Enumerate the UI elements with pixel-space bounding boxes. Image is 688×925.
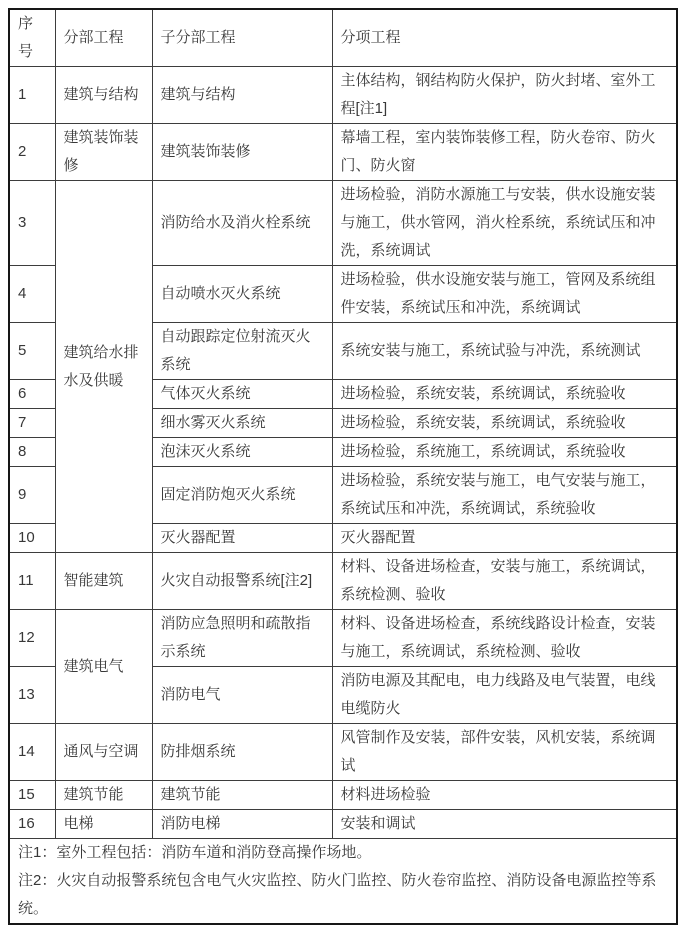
cell-no: 3	[9, 181, 55, 266]
cell-items: 风管制作及安装，部件安装，风机安装，系统调试	[332, 724, 677, 781]
cell-subdivision: 建筑节能	[152, 781, 332, 810]
cell-no: 9	[9, 467, 55, 524]
header-no: 序号	[9, 9, 55, 67]
cell-items: 材料进场检验	[332, 781, 677, 810]
cell-subdivision: 细水雾灭火系统	[152, 409, 332, 438]
cell-subdivision: 固定消防炮灭火系统	[152, 467, 332, 524]
cell-subdivision: 消防电气	[152, 667, 332, 724]
cell-items: 材料、设备进场检查，系统线路设计检查，安装与施工，系统调试，系统检测、验收	[332, 610, 677, 667]
cell-no: 11	[9, 553, 55, 610]
cell-division: 建筑节能	[55, 781, 152, 810]
notes-row	[9, 839, 677, 925]
cell-subdivision: 泡沫灭火系统	[152, 438, 332, 467]
cell-no: 1	[9, 67, 55, 124]
cell-no: 6	[9, 380, 55, 409]
cell-items: 进场检验，系统安装与施工，电气安装与施工，系统试压和冲洗，系统调试，系统验收	[332, 467, 677, 524]
cell-division: 智能建筑	[55, 553, 152, 610]
table-notes	[9, 839, 677, 925]
cell-subdivision: 消防电梯	[152, 810, 332, 839]
cell-subdivision: 自动跟踪定位射流灭火系统	[152, 323, 332, 380]
cell-subdivision: 防排烟系统	[152, 724, 332, 781]
table-row	[9, 810, 677, 839]
cell-no: 2	[9, 124, 55, 181]
cell-division: 建筑装饰装修	[55, 124, 152, 181]
cell-items: 进场检验，系统安装，系统调试，系统验收	[332, 380, 677, 409]
cell-items: 主体结构，钢结构防火保护，防火封堵、室外工程[注1]	[332, 67, 677, 124]
cell-division-merged: 建筑电气	[55, 610, 152, 724]
cell-items: 系统安装与施工，系统试验与冲洗，系统测试	[332, 323, 677, 380]
table-row	[9, 724, 677, 781]
cell-items: 进场检验，系统施工，系统调试，系统验收	[332, 438, 677, 467]
fire-protection-subdivision-table	[8, 8, 678, 925]
cell-items: 材料、设备进场检查，安装与施工，系统调试，系统检测、验收	[332, 553, 677, 610]
table-row	[9, 781, 677, 810]
cell-no: 10	[9, 524, 55, 553]
cell-subdivision: 灭火器配置	[152, 524, 332, 553]
cell-items: 消防电源及其配电，电力线路及电气装置，电线电缆防火	[332, 667, 677, 724]
cell-no: 8	[9, 438, 55, 467]
cell-subdivision: 建筑与结构	[152, 67, 332, 124]
cell-no: 14	[9, 724, 55, 781]
cell-no: 16	[9, 810, 55, 839]
cell-no: 7	[9, 409, 55, 438]
note-2: 注2：火灾自动报警系统包含电气火灾监控、防火门监控、防火卷帘监控、消防设备电源监控等系统。	[18, 872, 657, 917]
header-division: 分部工程	[55, 9, 152, 67]
table-row	[9, 181, 677, 266]
cell-items: 安装和调试	[332, 810, 677, 839]
cell-items: 幕墙工程，室内装饰装修工程，防火卷帘、防火门、防火窗	[332, 124, 677, 181]
cell-no: 12	[9, 610, 55, 667]
header-row	[9, 9, 677, 67]
cell-subdivision: 自动喷水灭火系统	[152, 266, 332, 323]
header-items: 分项工程	[332, 9, 677, 67]
cell-subdivision: 火灾自动报警系统[注2]	[152, 553, 332, 610]
cell-items: 进场检验，系统安装，系统调试，系统验收	[332, 409, 677, 438]
cell-no: 15	[9, 781, 55, 810]
cell-division: 通风与空调	[55, 724, 152, 781]
cell-subdivision: 消防应急照明和疏散指示系统	[152, 610, 332, 667]
cell-items: 进场检验，供水设施安装与施工，管网及系统组件安装，系统试压和冲洗，系统调试	[332, 266, 677, 323]
cell-items: 进场检验，消防水源施工与安装，供水设施安装与施工，供水管网，消火栓系统，系统试压和冲洗，系统调试	[332, 181, 677, 266]
cell-division: 建筑与结构	[55, 67, 152, 124]
note-1: 注1：室外工程包括：消防车道和消防登高操作场地。	[18, 844, 372, 861]
cell-items: 灭火器配置	[332, 524, 677, 553]
table-row	[9, 610, 677, 667]
header-subdivision: 子分部工程	[152, 9, 332, 67]
table-row	[9, 124, 677, 181]
cell-subdivision: 建筑装饰装修	[152, 124, 332, 181]
table-row	[9, 67, 677, 124]
cell-subdivision: 消防给水及消火栓系统	[152, 181, 332, 266]
cell-no: 4	[9, 266, 55, 323]
cell-no: 5	[9, 323, 55, 380]
cell-division-merged: 建筑给水排水及供暖	[55, 181, 152, 553]
cell-no: 13	[9, 667, 55, 724]
cell-division: 电梯	[55, 810, 152, 839]
table-row	[9, 553, 677, 610]
cell-subdivision: 气体灭火系统	[152, 380, 332, 409]
